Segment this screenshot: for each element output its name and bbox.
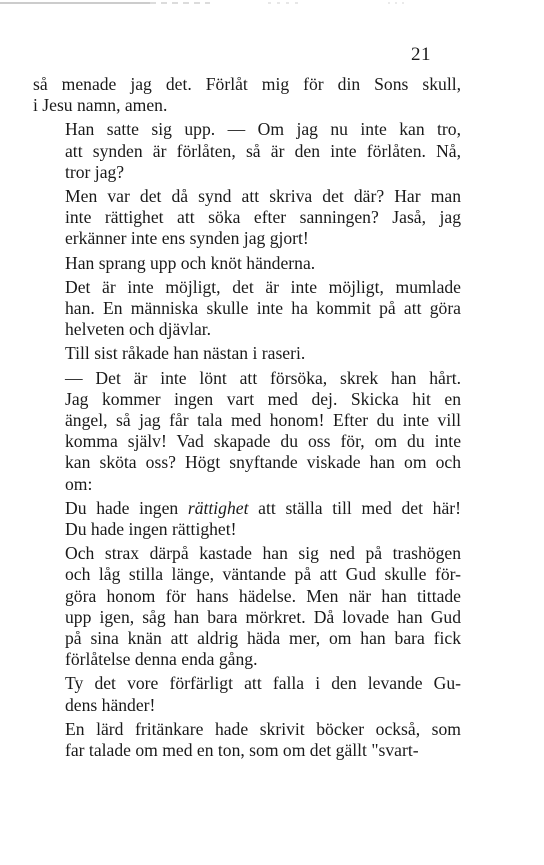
text-line: kan sköta oss? Högt snyftande viskade han om och: [65, 452, 461, 473]
paragraph: [33, 498, 461, 540]
text-line: Han satte sig upp. — Om jag nu inte kan tro,: [65, 119, 461, 140]
text-line: upp igen, såg han bara mörkret. Då lovade han Gud: [65, 606, 461, 627]
text-line: Och strax därpå kastade han sig ned på trashögen: [65, 543, 461, 564]
text-line: inte rättighet att söka efter sanningen? Jaså, jag: [65, 207, 461, 228]
text-line: Du hade ingen rättighet att ställa till med det här!: [65, 497, 461, 518]
text-line: dens händer!: [65, 694, 156, 715]
paragraph: [33, 543, 461, 670]
text-line: förlåtelse denna enda gång.: [65, 649, 258, 670]
text-line: helveten och djävlar.: [65, 319, 212, 340]
text-line: han. En människa skulle inte ha kommit på att göra: [65, 298, 461, 319]
text-line: far talade om med en ton, som om det gällt "svart-: [65, 740, 419, 761]
paragraph: [33, 119, 461, 183]
paragraph: [33, 74, 461, 116]
paragraph: [33, 673, 461, 715]
text-line: Jag kommer ingen vart med dej. Skicka hit en: [65, 388, 461, 409]
text-line: komma själv! Vad skapade du oss för, om du inte: [65, 431, 461, 452]
italic-emphasis: rättighet: [187, 497, 249, 518]
paragraph: [33, 368, 461, 495]
top-edge-artifact: [0, 0, 544, 8]
text-line: Han sprang upp och knöt händerna.: [65, 252, 316, 273]
paragraph: [33, 719, 461, 761]
text-line: Till sist råkade han nästan i raseri.: [65, 343, 306, 364]
text-line: i Jesu namn, amen.: [33, 95, 168, 116]
text-line: om:: [65, 473, 93, 494]
text-line: på sina knän att aldrig häda mer, om han bara fick: [65, 628, 461, 649]
text-line: erkänner inte ens synden jag gjort!: [65, 228, 309, 249]
text-line: Det är inte möjligt, det är inte möjligt, mumlade: [65, 276, 461, 297]
paragraph: [33, 253, 461, 274]
body-text: [33, 74, 461, 764]
text-line: En lärd fritänkare hade skrivit böcker också, som: [65, 718, 461, 739]
text-line: att synden är förlåten, så är den inte förlåten. Nå,: [65, 140, 461, 161]
paragraph: [33, 343, 461, 364]
text-line: tror jag?: [65, 161, 125, 182]
text-line: och låg stilla länge, väntande på att Gud skulle för-: [65, 564, 461, 585]
text-line: Ty det vore förfärligt att falla i den levande Gu-: [65, 673, 461, 694]
paragraph: [33, 186, 461, 250]
text-line: ängel, så jag får tala med honom! Efter du inte vill: [65, 410, 461, 431]
text-line: så menade jag det. Förlåt mig för din Sons skull,: [33, 74, 461, 94]
text-line: Du hade ingen rättighet!: [65, 519, 237, 540]
text-line: — Det är inte lönt att försöka, skrek han hårt.: [65, 367, 461, 388]
text-line: Men var det då synd att skriva det där? Har man: [65, 186, 461, 207]
paragraph: [33, 277, 461, 341]
page-number: 21: [411, 44, 431, 65]
text-line: göra honom för hans hädelse. Men när han tittade: [65, 585, 461, 606]
